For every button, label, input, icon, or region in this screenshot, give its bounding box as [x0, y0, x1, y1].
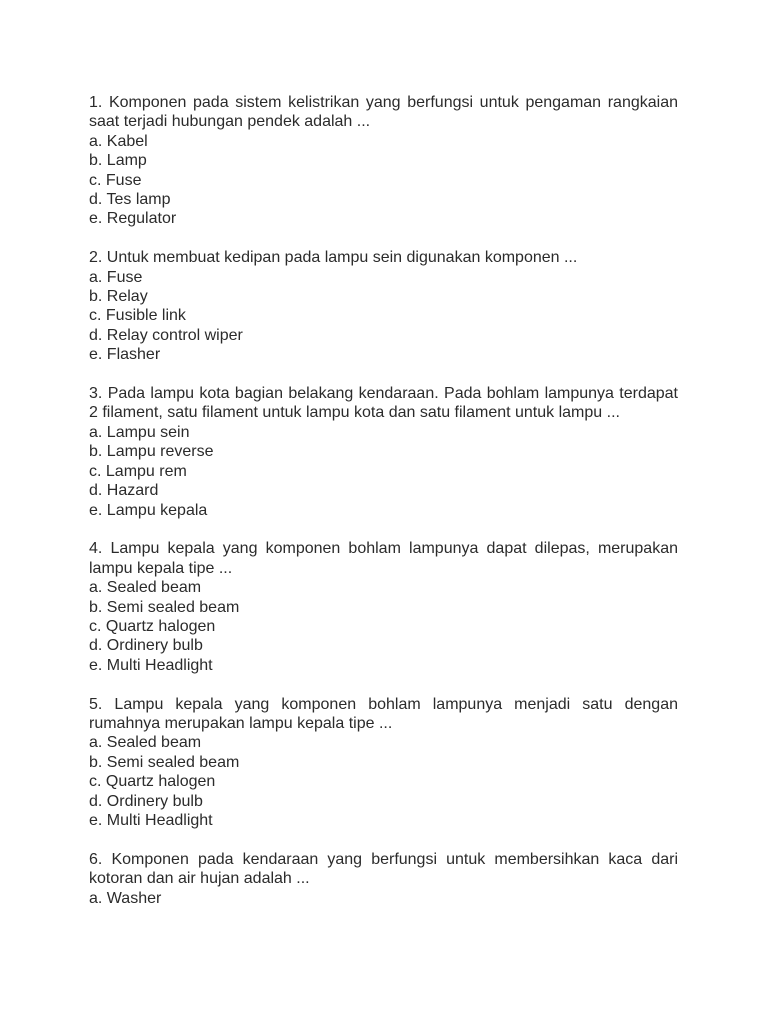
option-a: a. Sealed beam	[89, 579, 202, 597]
option-a: a. Washer	[89, 889, 162, 907]
question-5	[89, 695, 678, 831]
option-e: e. Multi Headlight	[89, 811, 213, 829]
question-text: 6. Komponen pada kendaraan yang berfungsi untuk membersihkan kaca dari kotoran dan air hujan adalah ...	[89, 850, 678, 888]
option-a: a. Lampu sein	[89, 423, 190, 441]
option-b: b. Lampu reverse	[89, 443, 214, 461]
option-c: c. Fusible link	[89, 307, 186, 325]
question-text: 4. Lampu kepala yang komponen bohlam lampunya dapat dilepas, merupakan lampu kepala tipe ...	[89, 540, 678, 577]
option-d: d. Tes lamp	[89, 191, 171, 209]
question-1	[89, 93, 678, 229]
question-2	[89, 248, 678, 364]
option-e: e. Regulator	[89, 210, 177, 228]
question-text: 1. Komponen pada sistem kelistrikan yang berfungsi untuk pengaman rangkaian saat terjadi hubungan pendek adalah ...	[89, 94, 678, 131]
option-c: c. Quartz halogen	[89, 773, 216, 791]
option-d: d. Hazard	[89, 482, 159, 500]
question-text: 3. Pada lampu kota bagian belakang kendaraan. Pada bohlam lampunya terdapat 2 filament, satu filament untuk lampu kota dan satu filament untuk lampu ...	[89, 385, 678, 422]
option-b: b. Lamp	[89, 152, 147, 170]
option-e: e. Flasher	[89, 346, 161, 364]
option-e: e. Multi Headlight	[89, 656, 213, 674]
option-c: c. Quartz halogen	[89, 617, 216, 635]
question-6	[89, 850, 678, 908]
question-3	[89, 384, 678, 520]
option-b: b. Semi sealed beam	[89, 598, 240, 616]
option-c: c. Fuse	[89, 171, 142, 189]
option-c: c. Lampu rem	[89, 462, 187, 480]
question-text: 5. Lampu kepala yang komponen bohlam lampunya menjadi satu dengan rumahnya merupakan lampu kepala tipe ...	[89, 695, 678, 732]
option-d: d. Ordinery bulb	[89, 792, 203, 810]
option-a: a. Sealed beam	[89, 734, 202, 752]
option-a: a. Fuse	[89, 268, 143, 286]
option-b: b. Relay	[89, 288, 148, 306]
option-b: b. Semi sealed beam	[89, 753, 240, 771]
question-text: 2. Untuk membuat kedipan pada lampu sein digunakan komponen ...	[89, 249, 578, 267]
option-e: e. Lampu kepala	[89, 501, 208, 519]
option-d: d. Relay control wiper	[89, 326, 243, 344]
document-page	[89, 93, 678, 927]
question-4	[89, 539, 678, 675]
option-a: a. Kabel	[89, 132, 148, 150]
option-d: d. Ordinery bulb	[89, 637, 203, 655]
